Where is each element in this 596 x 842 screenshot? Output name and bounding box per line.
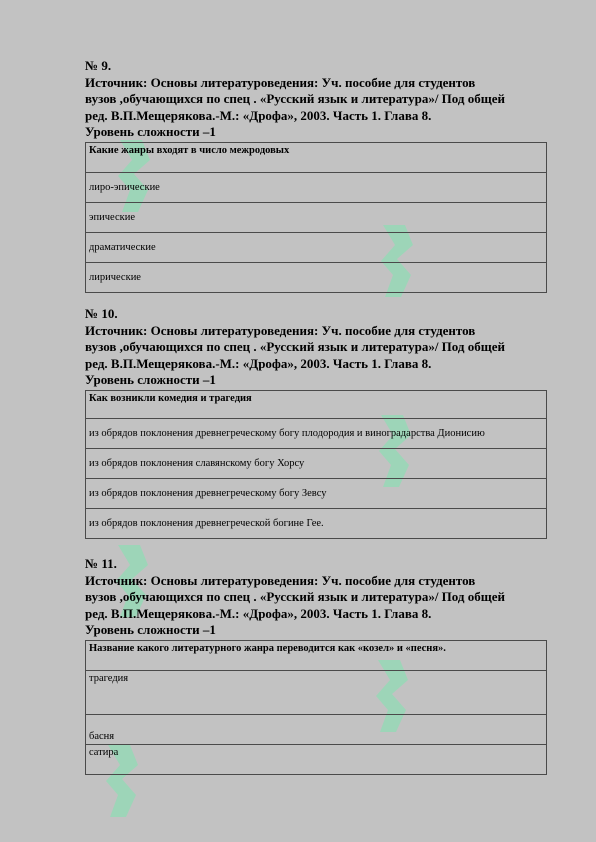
source-line: ред. В.П.Мещерякова.-М.: «Дрофа», 2003. Часть 1. Глава 8. bbox=[85, 355, 432, 371]
table-row bbox=[86, 744, 547, 774]
answer-table bbox=[85, 142, 547, 293]
answer-table bbox=[85, 640, 547, 775]
answer-option: эпические bbox=[86, 202, 547, 232]
difficulty-level: Уровень сложности –1 bbox=[85, 124, 216, 139]
answer-option: лиро-эпические bbox=[86, 172, 547, 202]
table-row bbox=[86, 262, 547, 292]
table-row bbox=[86, 172, 547, 202]
question-block-11 bbox=[85, 556, 555, 775]
question-text: Название какого литературного жанра переводится как «козел» и «песня». bbox=[86, 640, 547, 670]
source-line: вузов ,обучающихся по спец . «Русский язык и литература»/ Под общей bbox=[85, 339, 505, 354]
answer-option: трагедия bbox=[86, 670, 547, 714]
table-row bbox=[86, 714, 547, 744]
table-row bbox=[86, 640, 547, 670]
table-row bbox=[86, 142, 547, 172]
table-row bbox=[86, 478, 547, 508]
answer-option: из обрядов поклонения славянскому богу Хорсу bbox=[86, 448, 547, 478]
table-row bbox=[86, 202, 547, 232]
question-block-9 bbox=[85, 58, 555, 293]
source-line: Источник: Основы литературоведения: Уч. пособие для студентов bbox=[85, 572, 476, 588]
answer-table bbox=[85, 390, 547, 539]
answer-option: басня bbox=[86, 714, 547, 744]
answer-option: из обрядов поклонения древнегреческому богу Зевсу bbox=[86, 478, 547, 508]
source-line: Источник: Основы литературоведения: Уч. пособие для студентов bbox=[85, 74, 476, 90]
table-row bbox=[86, 508, 547, 538]
table-row bbox=[86, 670, 547, 714]
answer-option: сатира bbox=[86, 744, 547, 774]
table-row bbox=[86, 390, 547, 418]
question-number: № 9. bbox=[85, 58, 112, 73]
table-row bbox=[86, 448, 547, 478]
answer-option: из обрядов поклонения древнегреческой богине Гее. bbox=[86, 508, 547, 538]
question-number: № 10. bbox=[85, 306, 118, 321]
source-line: Источник: Основы литературоведения: Уч. пособие для студентов bbox=[85, 322, 476, 338]
question-text: Как возникли комедия и трагедия bbox=[86, 390, 547, 418]
source-line: вузов ,обучающихся по спец . «Русский язык и литература»/ Под общей bbox=[85, 91, 505, 106]
source-line: вузов ,обучающихся по спец . «Русский язык и литература»/ Под общей bbox=[85, 589, 505, 604]
answer-option: из обрядов поклонения древнегреческому богу плодородия и виноградарства Дионисию bbox=[86, 418, 547, 448]
table-row bbox=[86, 232, 547, 262]
question-block-10 bbox=[85, 306, 555, 539]
table-row bbox=[86, 418, 547, 448]
question-number: № 11. bbox=[85, 556, 117, 571]
difficulty-level: Уровень сложности –1 bbox=[85, 372, 216, 387]
question-text: Какие жанры входят в число межродовых bbox=[86, 142, 547, 172]
source-line: ред. В.П.Мещерякова.-М.: «Дрофа», 2003. Часть 1. Глава 8. bbox=[85, 107, 432, 123]
answer-option: драматические bbox=[86, 232, 547, 262]
difficulty-level: Уровень сложности –1 bbox=[85, 622, 216, 637]
answer-option: лирические bbox=[86, 262, 547, 292]
source-line: ред. В.П.Мещерякова.-М.: «Дрофа», 2003. Часть 1. Глава 8. bbox=[85, 605, 432, 621]
